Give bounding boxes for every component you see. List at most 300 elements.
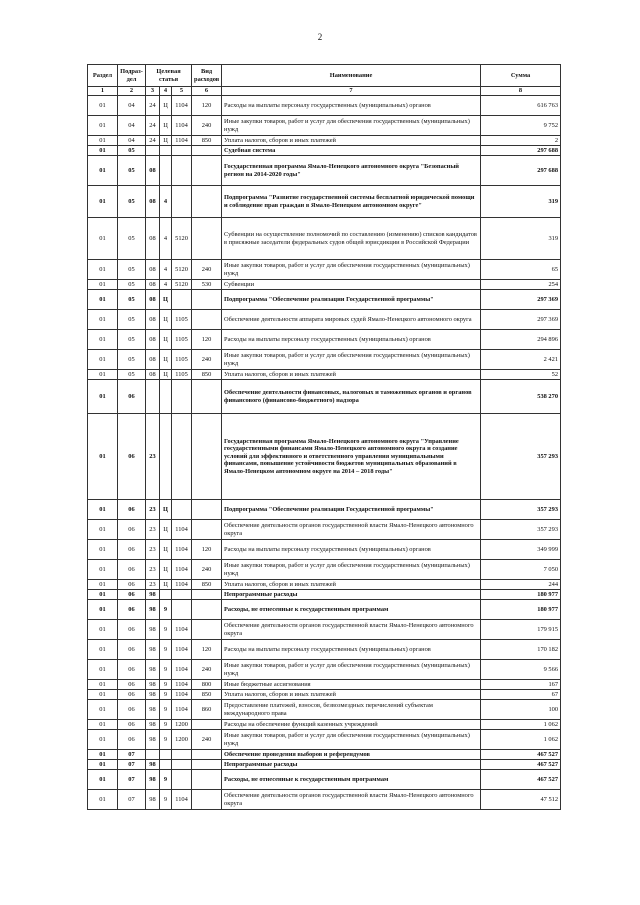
cell-podrazdel: 05 <box>118 260 146 280</box>
cell-subprogram: 4 <box>160 280 172 290</box>
cell-name: Иные закупки товаров, работ и услуг для обеспечения государственных (муниципальных) нужд <box>222 260 481 280</box>
table-row <box>88 330 561 350</box>
cell-sum: 2 <box>481 136 561 146</box>
cell-subprogram: 9 <box>160 720 172 730</box>
cell-sum: 1 062 <box>481 730 561 750</box>
table-row <box>88 760 561 770</box>
table-row <box>88 500 561 520</box>
table-row <box>88 770 561 790</box>
cell-podrazdel: 06 <box>118 380 146 414</box>
cell-program <box>146 380 160 414</box>
cell-name: Расходы на выплаты персоналу государственных (муниципальных) органов <box>222 540 481 560</box>
cell-sum: 357 293 <box>481 520 561 540</box>
col-number: 3 <box>146 87 160 96</box>
cell-podrazdel: 05 <box>118 310 146 330</box>
cell-razdel: 01 <box>88 218 118 260</box>
cell-sum: 467 527 <box>481 770 561 790</box>
header-sum: Сумма <box>481 65 561 87</box>
cell-direction: 1105 <box>172 350 192 370</box>
cell-podrazdel: 05 <box>118 330 146 350</box>
table-row <box>88 218 561 260</box>
cell-name: Обеспечение проведения выборов и референдумов <box>222 750 481 760</box>
cell-podrazdel: 06 <box>118 560 146 580</box>
cell-program: 98 <box>146 790 160 810</box>
cell-podrazdel: 06 <box>118 680 146 690</box>
cell-program: 23 <box>146 500 160 520</box>
cell-vid: 530 <box>192 280 222 290</box>
cell-podrazdel: 05 <box>118 370 146 380</box>
cell-program <box>146 146 160 156</box>
cell-razdel: 01 <box>88 280 118 290</box>
cell-subprogram <box>160 156 172 186</box>
cell-subprogram: Ц <box>160 290 172 310</box>
cell-program: 23 <box>146 540 160 560</box>
cell-name: Обеспечение деятельности органов государственной власти Ямало-Ненецкого автономного округа <box>222 620 481 640</box>
cell-razdel: 01 <box>88 520 118 540</box>
cell-podrazdel: 07 <box>118 770 146 790</box>
cell-direction <box>172 600 192 620</box>
cell-podrazdel: 06 <box>118 580 146 590</box>
cell-subprogram: Ц <box>160 560 172 580</box>
cell-sum: 538 270 <box>481 380 561 414</box>
cell-sum: 254 <box>481 280 561 290</box>
table-row <box>88 280 561 290</box>
cell-sum: 244 <box>481 580 561 590</box>
cell-razdel: 01 <box>88 156 118 186</box>
cell-sum: 349 999 <box>481 540 561 560</box>
cell-subprogram: 9 <box>160 700 172 720</box>
cell-program: 98 <box>146 690 160 700</box>
cell-direction: 1104 <box>172 790 192 810</box>
cell-program: 24 <box>146 116 160 136</box>
cell-sum: 297 688 <box>481 156 561 186</box>
cell-subprogram: 4 <box>160 218 172 260</box>
table-row <box>88 156 561 186</box>
cell-vid: 800 <box>192 680 222 690</box>
cell-direction: 1104 <box>172 540 192 560</box>
cell-subprogram <box>160 590 172 600</box>
header-row <box>88 65 561 87</box>
cell-subprogram: 9 <box>160 730 172 750</box>
cell-program <box>146 750 160 760</box>
cell-subprogram: 4 <box>160 260 172 280</box>
table-row <box>88 720 561 730</box>
cell-razdel: 01 <box>88 290 118 310</box>
col-number: 6 <box>192 87 222 96</box>
cell-vid <box>192 186 222 218</box>
cell-direction <box>172 146 192 156</box>
cell-subprogram <box>160 760 172 770</box>
cell-name: Уплата налогов, сборов и иных платежей <box>222 580 481 590</box>
cell-name: Государственная программа Ямало-Ненецкого автономного округа "Управление государственными финансами Ямало-Ненецкого автономного округа и создание условий для эффективного и ответственного управления муниципальными финансами, повышение устойчивости бюджетов муниципальных образований в Ямало-Ненецком автономном округе на 2014 – 2018 годы" <box>222 414 481 500</box>
cell-podrazdel: 07 <box>118 750 146 760</box>
cell-vid <box>192 790 222 810</box>
cell-razdel: 01 <box>88 580 118 590</box>
cell-direction <box>172 500 192 520</box>
col-number: 4 <box>160 87 172 96</box>
cell-sum: 297 688 <box>481 146 561 156</box>
cell-name: Непрограммные расходы <box>222 760 481 770</box>
table-row <box>88 540 561 560</box>
cell-program: 98 <box>146 730 160 750</box>
cell-direction: 1104 <box>172 680 192 690</box>
cell-name: Непрограммные расходы <box>222 590 481 600</box>
cell-name: Государственная программа Ямало-Ненецкого автономного округа "Безопасный регион на 2014-2020 годы" <box>222 156 481 186</box>
cell-podrazdel: 05 <box>118 280 146 290</box>
cell-podrazdel: 05 <box>118 156 146 186</box>
cell-razdel: 01 <box>88 540 118 560</box>
cell-direction <box>172 590 192 600</box>
cell-razdel: 01 <box>88 600 118 620</box>
table-row <box>88 350 561 370</box>
cell-vid <box>192 500 222 520</box>
cell-direction <box>172 760 192 770</box>
cell-podrazdel: 06 <box>118 590 146 600</box>
cell-sum: 319 <box>481 218 561 260</box>
table-row <box>88 620 561 640</box>
cell-program: 24 <box>146 96 160 116</box>
cell-name: Расходы на выплаты персоналу государственных (муниципальных) органов <box>222 640 481 660</box>
cell-vid: 120 <box>192 96 222 116</box>
cell-name: Расходы на выплаты персоналу государственных (муниципальных) органов <box>222 330 481 350</box>
table-row <box>88 750 561 760</box>
cell-vid: 120 <box>192 540 222 560</box>
cell-vid <box>192 720 222 730</box>
cell-razdel: 01 <box>88 350 118 370</box>
page-number: 2 <box>317 32 323 42</box>
cell-podrazdel: 06 <box>118 690 146 700</box>
cell-direction: 1200 <box>172 720 192 730</box>
cell-program: 24 <box>146 136 160 146</box>
column-number-row <box>88 87 561 96</box>
cell-podrazdel: 06 <box>118 730 146 750</box>
cell-vid: 240 <box>192 560 222 580</box>
table-row <box>88 590 561 600</box>
cell-vid: 850 <box>192 370 222 380</box>
table-row <box>88 146 561 156</box>
cell-vid <box>192 520 222 540</box>
cell-direction: 1104 <box>172 96 192 116</box>
table-row <box>88 414 561 500</box>
cell-vid: 850 <box>192 136 222 146</box>
cell-program: 98 <box>146 660 160 680</box>
cell-sum: 170 182 <box>481 640 561 660</box>
cell-program: 23 <box>146 520 160 540</box>
cell-razdel: 01 <box>88 380 118 414</box>
cell-podrazdel: 07 <box>118 790 146 810</box>
cell-name: Подпрограмма "Обеспечение реализации Государственной программы" <box>222 500 481 520</box>
cell-sum: 357 293 <box>481 414 561 500</box>
cell-direction <box>172 414 192 500</box>
cell-name: Предоставление платежей, взносов, безвозмездных перечислений субъектам международного права <box>222 700 481 720</box>
col-number: 5 <box>172 87 192 96</box>
table-row <box>88 260 561 280</box>
cell-subprogram: Ц <box>160 116 172 136</box>
cell-razdel: 01 <box>88 700 118 720</box>
cell-subprogram: Ц <box>160 500 172 520</box>
cell-vid <box>192 156 222 186</box>
budget-table <box>87 64 561 810</box>
cell-subprogram: Ц <box>160 350 172 370</box>
cell-subprogram: Ц <box>160 540 172 560</box>
cell-razdel: 01 <box>88 690 118 700</box>
cell-name: Обеспечение деятельности аппарата мировых судей Ямало-Ненецкого автономного округа <box>222 310 481 330</box>
cell-subprogram: Ц <box>160 330 172 350</box>
cell-podrazdel: 04 <box>118 96 146 116</box>
cell-vid: 850 <box>192 690 222 700</box>
cell-vid <box>192 380 222 414</box>
cell-subprogram <box>160 414 172 500</box>
cell-podrazdel: 04 <box>118 136 146 146</box>
cell-program: 98 <box>146 700 160 720</box>
cell-name: Субвенции на осуществление полномочий по составлению (изменению) списков кандидатов в присяжные заседатели федеральных судов общей юрисдикции в Российской Федерации <box>222 218 481 260</box>
cell-subprogram: 9 <box>160 640 172 660</box>
cell-program: 23 <box>146 414 160 500</box>
cell-vid: 240 <box>192 730 222 750</box>
cell-vid <box>192 414 222 500</box>
header-razdel: Раздел <box>88 65 118 87</box>
cell-razdel: 01 <box>88 620 118 640</box>
cell-direction: 1104 <box>172 640 192 660</box>
cell-name: Иные закупки товаров, работ и услуг для обеспечения государственных (муниципальных) нужд <box>222 560 481 580</box>
cell-name: Расходы на выплаты персоналу государственных (муниципальных) органов <box>222 96 481 116</box>
header-podrazdel: Подраз-дел <box>118 65 146 87</box>
cell-name: Обеспечение деятельности финансовых, налоговых и таможенных органов и органов финансового (финансово-бюджетного) надзора <box>222 380 481 414</box>
cell-program: 98 <box>146 720 160 730</box>
cell-podrazdel: 05 <box>118 218 146 260</box>
cell-vid <box>192 770 222 790</box>
cell-razdel: 01 <box>88 116 118 136</box>
table-row <box>88 730 561 750</box>
cell-podrazdel: 06 <box>118 620 146 640</box>
cell-sum: 297 369 <box>481 310 561 330</box>
cell-razdel: 01 <box>88 560 118 580</box>
cell-vid: 120 <box>192 640 222 660</box>
cell-sum: 9 566 <box>481 660 561 680</box>
cell-razdel: 01 <box>88 136 118 146</box>
cell-program: 08 <box>146 218 160 260</box>
cell-subprogram <box>160 146 172 156</box>
cell-program: 08 <box>146 350 160 370</box>
cell-razdel: 01 <box>88 96 118 116</box>
cell-podrazdel: 06 <box>118 640 146 660</box>
cell-razdel: 01 <box>88 330 118 350</box>
cell-name: Расходы, не отнесенные к государственным программам <box>222 600 481 620</box>
header-name: Наименование <box>222 65 481 87</box>
cell-sum: 467 527 <box>481 760 561 770</box>
cell-razdel: 01 <box>88 414 118 500</box>
cell-razdel: 01 <box>88 310 118 330</box>
cell-podrazdel: 06 <box>118 600 146 620</box>
cell-razdel: 01 <box>88 146 118 156</box>
cell-sum: 52 <box>481 370 561 380</box>
cell-name: Подпрограмма "Развитие государственной системы бесплатной юридической помощи и соблюдение прав граждан в Ямало-Ненецком автономном округе" <box>222 186 481 218</box>
col-number: 8 <box>481 87 561 96</box>
cell-subprogram: Ц <box>160 310 172 330</box>
table-row <box>88 680 561 690</box>
cell-vid <box>192 310 222 330</box>
cell-vid: 240 <box>192 350 222 370</box>
cell-razdel: 01 <box>88 260 118 280</box>
cell-subprogram: 9 <box>160 790 172 810</box>
cell-subprogram: 9 <box>160 600 172 620</box>
header-vid: Вид расходов <box>192 65 222 87</box>
cell-vid: 240 <box>192 660 222 680</box>
cell-razdel: 01 <box>88 590 118 600</box>
cell-name: Иные закупки товаров, работ и услуг для обеспечения государственных (муниципальных) нужд <box>222 730 481 750</box>
cell-direction: 1104 <box>172 116 192 136</box>
cell-vid <box>192 218 222 260</box>
cell-direction: 1104 <box>172 580 192 590</box>
cell-name: Подпрограмма "Обеспечение реализации Государственной программы" <box>222 290 481 310</box>
cell-name: Обеспечение деятельности органов государственной власти Ямало-Ненецкого автономного округа <box>222 520 481 540</box>
cell-razdel: 01 <box>88 500 118 520</box>
cell-sum: 2 421 <box>481 350 561 370</box>
cell-name: Уплата налогов, сборов и иных платежей <box>222 370 481 380</box>
cell-podrazdel: 06 <box>118 720 146 730</box>
col-number: 1 <box>88 87 118 96</box>
cell-program: 08 <box>146 290 160 310</box>
cell-sum: 1 062 <box>481 720 561 730</box>
cell-direction: 1104 <box>172 620 192 640</box>
cell-podrazdel: 06 <box>118 700 146 720</box>
cell-direction: 5120 <box>172 280 192 290</box>
table-row <box>88 370 561 380</box>
cell-name: Иные бюджетные ассигнования <box>222 680 481 690</box>
cell-vid: 120 <box>192 330 222 350</box>
cell-program: 23 <box>146 560 160 580</box>
cell-direction <box>172 290 192 310</box>
cell-podrazdel: 05 <box>118 290 146 310</box>
cell-direction: 1104 <box>172 520 192 540</box>
cell-podrazdel: 04 <box>118 116 146 136</box>
cell-program: 08 <box>146 330 160 350</box>
cell-sum: 47 512 <box>481 790 561 810</box>
cell-vid <box>192 750 222 760</box>
table-row <box>88 790 561 810</box>
cell-program: 08 <box>146 370 160 380</box>
cell-program: 98 <box>146 620 160 640</box>
cell-name: Уплата налогов, сборов и иных платежей <box>222 690 481 700</box>
cell-name: Иные закупки товаров, работ и услуг для обеспечения государственных (муниципальных) нужд <box>222 660 481 680</box>
cell-razdel: 01 <box>88 680 118 690</box>
cell-vid: 240 <box>192 260 222 280</box>
cell-direction: 1105 <box>172 310 192 330</box>
table-row <box>88 580 561 590</box>
cell-direction: 1105 <box>172 370 192 380</box>
cell-podrazdel: 05 <box>118 186 146 218</box>
table-row <box>88 560 561 580</box>
cell-program: 08 <box>146 156 160 186</box>
cell-program: 08 <box>146 260 160 280</box>
cell-subprogram: Ц <box>160 580 172 590</box>
cell-sum: 180 977 <box>481 590 561 600</box>
table-row <box>88 136 561 146</box>
cell-razdel: 01 <box>88 660 118 680</box>
cell-sum: 67 <box>481 690 561 700</box>
cell-direction: 5120 <box>172 260 192 280</box>
cell-direction: 1104 <box>172 560 192 580</box>
cell-name: Субвенции <box>222 280 481 290</box>
cell-razdel: 01 <box>88 790 118 810</box>
table-row <box>88 116 561 136</box>
cell-direction: 5120 <box>172 218 192 260</box>
cell-name: Обеспечение деятельности органов государственной власти Ямало-Ненецкого автономного округа <box>222 790 481 810</box>
cell-sum: 167 <box>481 680 561 690</box>
cell-program: 08 <box>146 280 160 290</box>
cell-subprogram: 9 <box>160 620 172 640</box>
cell-subprogram <box>160 750 172 760</box>
col-number: 7 <box>222 87 481 96</box>
cell-podrazdel: 06 <box>118 520 146 540</box>
cell-direction: 1200 <box>172 730 192 750</box>
cell-name: Расходы, не отнесенные к государственным программам <box>222 770 481 790</box>
cell-razdel: 01 <box>88 760 118 770</box>
cell-podrazdel: 06 <box>118 540 146 560</box>
table-row <box>88 660 561 680</box>
cell-subprogram: Ц <box>160 96 172 116</box>
cell-program: 98 <box>146 640 160 660</box>
table-row <box>88 700 561 720</box>
cell-direction <box>172 186 192 218</box>
cell-vid <box>192 620 222 640</box>
cell-direction: 1104 <box>172 700 192 720</box>
cell-subprogram: 4 <box>160 186 172 218</box>
cell-vid <box>192 146 222 156</box>
cell-subprogram: 9 <box>160 770 172 790</box>
cell-direction: 1105 <box>172 330 192 350</box>
cell-vid: 850 <box>192 580 222 590</box>
cell-name: Судебная система <box>222 146 481 156</box>
cell-sum: 297 369 <box>481 290 561 310</box>
table-row <box>88 290 561 310</box>
cell-podrazdel: 06 <box>118 414 146 500</box>
table-row <box>88 310 561 330</box>
cell-razdel: 01 <box>88 720 118 730</box>
cell-vid: 240 <box>192 116 222 136</box>
cell-sum: 9 752 <box>481 116 561 136</box>
cell-subprogram: 9 <box>160 690 172 700</box>
cell-subprogram <box>160 380 172 414</box>
cell-program: 08 <box>146 186 160 218</box>
cell-vid <box>192 590 222 600</box>
cell-sum: 294 896 <box>481 330 561 350</box>
cell-program: 98 <box>146 600 160 620</box>
cell-razdel: 01 <box>88 750 118 760</box>
cell-podrazdel: 07 <box>118 760 146 770</box>
cell-sum: 65 <box>481 260 561 280</box>
cell-podrazdel: 05 <box>118 146 146 156</box>
cell-podrazdel: 05 <box>118 350 146 370</box>
cell-subprogram: 9 <box>160 680 172 690</box>
cell-razdel: 01 <box>88 640 118 660</box>
table-row <box>88 380 561 414</box>
cell-subprogram: Ц <box>160 520 172 540</box>
cell-vid <box>192 600 222 620</box>
table-row <box>88 640 561 660</box>
cell-name: Иные закупки товаров, работ и услуг для обеспечения государственных (муниципальных) нужд <box>222 350 481 370</box>
cell-name: Расходы на обеспечение функций казенных учреждений <box>222 720 481 730</box>
cell-razdel: 01 <box>88 730 118 750</box>
cell-podrazdel: 06 <box>118 660 146 680</box>
cell-program: 98 <box>146 680 160 690</box>
cell-sum: 7 050 <box>481 560 561 580</box>
col-number: 2 <box>118 87 146 96</box>
cell-direction <box>172 770 192 790</box>
cell-program: 98 <box>146 770 160 790</box>
table-row <box>88 96 561 116</box>
cell-program: 98 <box>146 760 160 770</box>
